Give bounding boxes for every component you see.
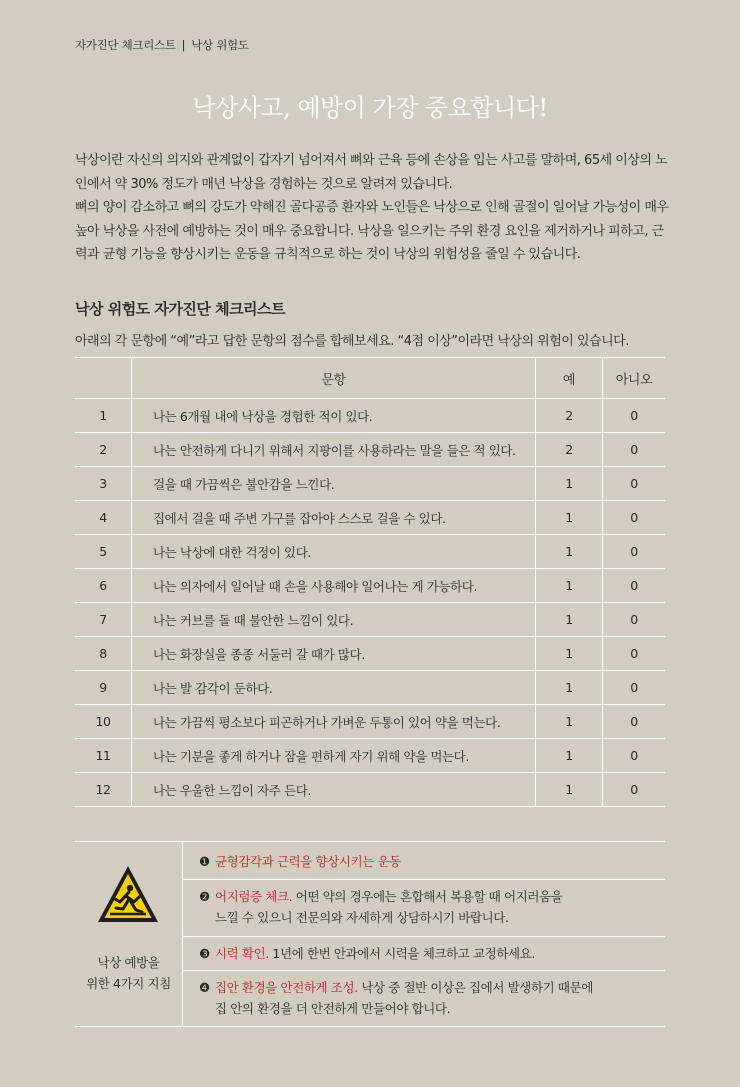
row-yes-score: 1 bbox=[536, 569, 603, 603]
row-no-score: 0 bbox=[603, 433, 666, 467]
row-no-score: 0 bbox=[603, 705, 666, 739]
row-yes-score: 1 bbox=[536, 535, 603, 569]
instruction-text: 아래의 각 문항에 “예”라고 답한 문항의 점수를 합해보세요. “4점 이상”이라면 낙상의 위험이 있습니다. bbox=[75, 334, 629, 349]
section-title: 낙상 위험도 자가진단 체크리스트 bbox=[75, 300, 286, 318]
page-title: 낙상사고, 예방이 가장 중요합니다! bbox=[192, 94, 548, 122]
table-row bbox=[75, 569, 665, 603]
tip-text-continued: 집 안의 환경을 더 안전하게 만들어야 합니다. bbox=[215, 1001, 451, 1016]
row-num: 10 bbox=[75, 705, 132, 739]
table-row bbox=[75, 399, 665, 433]
tip-item bbox=[183, 971, 665, 1026]
table-row bbox=[75, 705, 665, 739]
table-row bbox=[75, 637, 665, 671]
tip-highlight: 시력 확인. bbox=[215, 946, 269, 961]
row-yes-score: 1 bbox=[536, 501, 603, 535]
row-no-score: 0 bbox=[603, 739, 666, 773]
row-num: 12 bbox=[75, 773, 132, 807]
row-no-score: 0 bbox=[603, 773, 666, 807]
tip-highlight: 균형감각과 근력을 향상시키는 운동 bbox=[215, 854, 401, 869]
row-yes-score: 1 bbox=[536, 773, 603, 807]
header-topic: 낙상 위험도 bbox=[191, 38, 249, 52]
row-yes-score: 2 bbox=[536, 433, 603, 467]
row-yes-score: 1 bbox=[536, 705, 603, 739]
row-question: 나는 안전하게 다니기 위해서 지팡이를 사용하라는 말을 들은 적 있다. bbox=[132, 433, 536, 467]
tip-item bbox=[183, 937, 665, 971]
row-yes-score: 2 bbox=[536, 399, 603, 433]
tips-label-line: 위한 4가지 지침 bbox=[86, 976, 171, 991]
table-row bbox=[75, 603, 665, 637]
header-yes: 예 bbox=[536, 358, 603, 399]
table-row bbox=[75, 671, 665, 705]
tip-highlight: 어지럼증 체크. bbox=[215, 889, 293, 904]
intro-paragraph: 낙상이란 자신의 의지와 관계없이 갑자기 넘어져서 뼈와 근육 등에 손상을 입는 사고를 말하며, 65세 이상의 노인에서 약 30% 정도가 매년 낙상을 경험하는 것으로 알려져 있습니다. bbox=[75, 153, 668, 192]
row-no-score: 0 bbox=[603, 399, 666, 433]
row-num: 4 bbox=[75, 501, 132, 535]
table-row bbox=[75, 773, 665, 807]
row-question: 나는 발 감각이 둔하다. bbox=[132, 671, 536, 705]
table-row bbox=[75, 501, 665, 535]
tip-bullet: ❸ bbox=[199, 946, 210, 961]
tip-text-continued: 느낄 수 있으니 전문의와 자세하게 상담하시기 바랍니다. bbox=[215, 910, 509, 925]
intro-text bbox=[75, 149, 675, 267]
tip-highlight: 집안 환경을 안전하게 조성. bbox=[215, 980, 358, 995]
row-no-score: 0 bbox=[603, 603, 666, 637]
row-num: 5 bbox=[75, 535, 132, 569]
tip-text: 낙상 중 절반 이상은 집에서 발생하기 때문에 bbox=[357, 980, 593, 995]
tip-item bbox=[183, 842, 665, 880]
row-num: 7 bbox=[75, 603, 132, 637]
row-question: 나는 의자에서 일어날 때 손을 사용해야 일어나는 게 가능하다. bbox=[132, 569, 536, 603]
row-num: 9 bbox=[75, 671, 132, 705]
header-question: 문항 bbox=[132, 358, 536, 399]
page-header bbox=[75, 37, 249, 53]
tips-label bbox=[75, 952, 182, 994]
row-question: 나는 커브를 돌 때 불안한 느낌이 있다. bbox=[132, 603, 536, 637]
row-question: 걸을 때 가끔씩은 불안감을 느낀다. bbox=[132, 467, 536, 501]
tip-bullet: ❹ bbox=[199, 980, 210, 995]
row-no-score: 0 bbox=[603, 569, 666, 603]
tips-label-panel bbox=[75, 842, 183, 1026]
table-row bbox=[75, 467, 665, 501]
row-no-score: 0 bbox=[603, 501, 666, 535]
row-yes-score: 1 bbox=[536, 739, 603, 773]
row-num: 1 bbox=[75, 399, 132, 433]
row-num: 11 bbox=[75, 739, 132, 773]
row-yes-score: 1 bbox=[536, 467, 603, 501]
table-row bbox=[75, 535, 665, 569]
row-yes-score: 1 bbox=[536, 671, 603, 705]
row-no-score: 0 bbox=[603, 671, 666, 705]
header-separator: | bbox=[181, 38, 186, 52]
row-question: 나는 6개월 내에 낙상을 경험한 적이 있다. bbox=[132, 399, 536, 433]
row-num: 2 bbox=[75, 433, 132, 467]
header-no: 아니오 bbox=[603, 358, 666, 399]
table-row bbox=[75, 739, 665, 773]
row-num: 3 bbox=[75, 467, 132, 501]
header-num bbox=[75, 358, 132, 399]
table-header-row bbox=[75, 358, 665, 399]
tips-label-line: 낙상 예방을 bbox=[97, 955, 160, 970]
header-series: 자가진단 체크리스트 bbox=[75, 38, 176, 52]
tip-item bbox=[183, 880, 665, 937]
row-no-score: 0 bbox=[603, 535, 666, 569]
row-no-score: 0 bbox=[603, 637, 666, 671]
row-yes-score: 1 bbox=[536, 603, 603, 637]
row-num: 8 bbox=[75, 637, 132, 671]
row-num: 6 bbox=[75, 569, 132, 603]
intro-paragraph: 뼈의 양이 감소하고 뼈의 강도가 약해진 골다공증 환자와 노인들은 낙상으로 인해 골절이 일어날 가능성이 매우 높아 낙상을 사전에 예방하는 것이 매우 중요합니다. 낙상을 일으키는 주위 환경 요인을 제거하거나 피하고, 근력과 균형 기능을 향상시키는 운동을 규칙적으로 하는 것이 낙상의 위험성을 줄일 수 있습니다. bbox=[75, 200, 669, 262]
row-no-score: 0 bbox=[603, 467, 666, 501]
row-yes-score: 1 bbox=[536, 637, 603, 671]
table-row bbox=[75, 433, 665, 467]
row-question: 나는 가끔씩 평소보다 피곤하거나 가벼운 두통이 있어 약을 먹는다. bbox=[132, 705, 536, 739]
tip-text: 1년에 한번 안과에서 시력을 체크하고 교정하세요. bbox=[268, 946, 535, 961]
slip-warning-icon bbox=[96, 864, 160, 928]
row-question: 집에서 걸을 때 주변 가구를 잡아야 스스로 걸을 수 있다. bbox=[132, 501, 536, 535]
tip-text: 어떤 약의 경우에는 혼합해서 복용할 때 어지러움을 bbox=[292, 889, 563, 904]
tip-bullet: ❶ bbox=[199, 854, 210, 869]
prevention-tips-box bbox=[75, 841, 665, 1027]
row-question: 나는 기분을 좋게 하거나 잠을 편하게 자기 위해 약을 먹는다. bbox=[132, 739, 536, 773]
row-question: 나는 우울한 느낌이 자주 든다. bbox=[132, 773, 536, 807]
checklist-table bbox=[75, 357, 665, 807]
row-question: 나는 화장실을 종종 서둘러 갈 때가 많다. bbox=[132, 637, 536, 671]
tip-bullet: ❷ bbox=[199, 889, 210, 904]
row-question: 나는 낙상에 대한 걱정이 있다. bbox=[132, 535, 536, 569]
